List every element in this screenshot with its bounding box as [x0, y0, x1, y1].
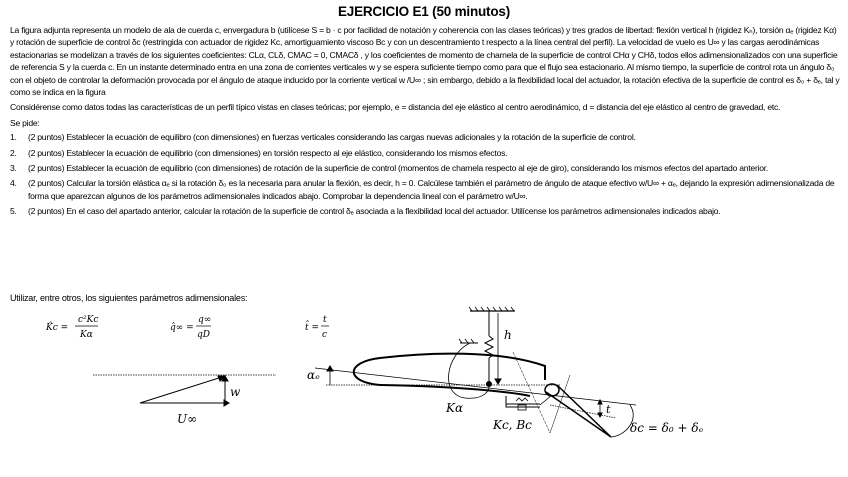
formula-kc: [45, 315, 98, 340]
formula-denominator: qD: [197, 330, 210, 340]
parameters-intro: Utilizar, entre otros, los siguientes parámetros adimensionales:: [10, 293, 248, 303]
formula-denominator: Kα: [80, 330, 93, 340]
w-label: w: [230, 385, 241, 399]
delta-c-label: δc = δ₀ + δₑ: [630, 421, 704, 435]
se-pide-label: Se pide:: [10, 117, 40, 128]
data-note: Considérense como datos todas las características de un perfil típico vistas en clases teóricas; por ejemplo, e = distancia del eje elástico al centro aerodinámico, d = distancia del eje elástico al centro de gravedad, etc.: [10, 102, 781, 113]
velocity-triangle: [93, 375, 276, 406]
question-text: (2 puntos) Establecer la ecuación de equilibro (con dimensiones) en fuerzas verticales considerando las cargas nuevas adicionales y la rotación de la superficie de control.: [28, 132, 636, 143]
formula-numerator: q∞: [198, 315, 212, 325]
elastic-axis-dot: [486, 381, 492, 387]
formula-numerator: c²Kc: [78, 315, 99, 325]
k-alpha-label: Kα: [446, 401, 464, 415]
formula-lhs: q̂∞ =: [170, 323, 194, 333]
alpha-e-label: αₑ: [307, 368, 320, 382]
formula-numerator: t: [323, 315, 327, 325]
question-number: 1.: [10, 132, 17, 143]
question-text: (2 puntos) Establecer la ecuación de equilibrio (con dimensiones) de rotación de la superficie de control (momentos de charnela respecto al eje de giro), considerando los mismos efectos del apartado anterior.: [28, 163, 769, 174]
question-number: 3.: [10, 163, 17, 174]
question-number: 5.: [10, 206, 17, 217]
formula-denominator: c: [322, 330, 328, 340]
u-infinity-label: U∞: [177, 412, 198, 426]
question-number: 2.: [10, 147, 17, 158]
formula-q: [170, 315, 211, 340]
intro-paragraph: La figura adjunta representa un modelo de ala de cuerda c, envergadura b (utilícese S = b · c por facilidad de notación y coherencia con las clases teóricas) y tres grados de libertad: flexión vertical h (rigidez Kₕ), torsión αₑ (rigidez Kα) y rotación de superficie de control δc (restringida con actuador de rigidez Kc, amortiguamiento viscoso Bc y con un descentramiento t respecto a la línea central del perfil). La velocidad de vuelo es U∞ y las cargas aerodinámicas estacionarias se modelizan a través de los siguientes coeficientes: CLα, CLδ, CMAC = 0, CMACδ , y los coeficientes de momento de charnela de la superficie de control CHα y CHδ, todos ellos adimensionalizados con una superficie de referencia S y la cuerda c. En un instante determinado entra en una zona de corrientes verticales w y se espera suficiente tiempo como para que el flujo sea estacionario. Al mismo tiempo, la superficie de control rota un ángulo δ₀ con el objeto de controlar la deformación provocada por el ángulo de ataque inducido por la corriente vertical w /U∞ ; sin embargo, debido a la flexibilidad local del actuador, la rotación efectiva de la superficie de control es δ₀ + δₑ, tal y como se indica en la figura: [10, 25, 840, 98]
question-text: (2 puntos) En el caso del apartado anterior, calcular la rotación de la superficie de control δₑ asociada a la flexibilidad local del actuador. Utilícense los parámetros adimensionales indicados abajo.: [28, 206, 721, 217]
question-text: (2 puntos) Establecer la ecuación de equilibrio (con dimensiones) en torsión respecto al eje elástico, considerando los mismos efectos.: [28, 147, 508, 158]
formula-lhs: K̂c =: [46, 323, 69, 333]
exercise-title: EJERCICIO E1 (50 minutos): [337, 4, 511, 19]
formula-lhs: t̂ =: [305, 323, 320, 333]
kc-bc-label: Kc, Bc: [493, 418, 532, 432]
question-number: 4.: [10, 178, 17, 189]
question-text: (2 puntos) Calcular la torsión elástica αₑ si la rotación δ₀ es la necesaria para anular la flexión, es decir, h = 0. Calcúlese también el parámetro de ángulo de ataque efectivo w/U∞ + αₑ, dejando la expresión adimensionalizada de forma que aparezcan algunos de los parámetros adimensionales indicados abajo. Comprobar la dependencia lineal con el parámetro w/U∞.: [28, 178, 835, 201]
t-label: t: [606, 403, 611, 416]
h-label: h: [504, 328, 512, 342]
formula-t: [305, 315, 329, 340]
airfoil: [315, 307, 636, 437]
